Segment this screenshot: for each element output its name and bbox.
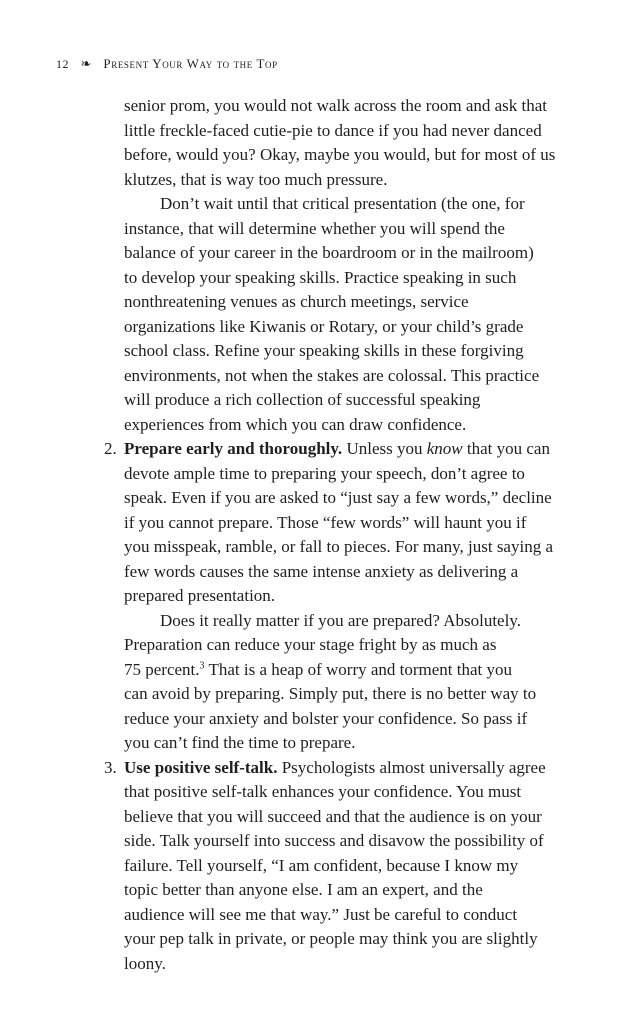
text-line: balance of your career in the boardroom or in the mailroom)	[124, 243, 534, 262]
text-line: will produce a rich collection of successful speaking	[124, 390, 481, 409]
text-line: side. Talk yourself into success and disavow the possibility of	[124, 831, 544, 850]
text-line: if you cannot prepare. Those “few words” will haunt you if	[124, 512, 527, 532]
text-line: reduce your anxiety and bolster your confidence. So pass if	[124, 708, 528, 728]
running-header	[56, 56, 278, 72]
list-item-first-line	[124, 756, 546, 781]
text-line: you misspeak, ramble, or fall to pieces. For many, just saying a	[124, 537, 554, 556]
text-line: environments, not when the stakes are colossal. This practice	[124, 365, 540, 385]
text-line: nonthreatening venues as church meetings, service	[124, 292, 469, 311]
text-line: few words causes the same intense anxiety as delivering a	[124, 561, 519, 581]
text-line: klutzes, that is way too much pressure.	[124, 169, 388, 189]
text-line: to develop your speaking skills. Practice speaking in such	[124, 267, 517, 287]
text-span: that you can	[462, 439, 550, 458]
text-line: little freckle-faced cutie-pie to dance if you had never danced	[124, 120, 542, 140]
book-title: Present Your Way to the Top	[103, 56, 278, 71]
list-item-heading: Use positive self-talk.	[124, 757, 278, 777]
text-line: before, would you? Okay, maybe you would, but for most of us	[124, 145, 556, 164]
page-number: 12	[56, 57, 69, 71]
text-line: Don’t wait until that critical presentation (the one, for	[160, 194, 525, 213]
text-line: loony.	[124, 953, 166, 973]
text-line: that positive self-talk enhances your confidence. You must	[124, 782, 522, 801]
text-span: Unless you	[342, 439, 427, 458]
text-span: 75 percent.	[124, 659, 200, 679]
list-item-heading: Prepare early and thoroughly.	[124, 439, 343, 458]
text-line	[124, 658, 512, 683]
text-line: topic better than anyone else. I am an expert, and the	[124, 880, 483, 899]
list-number: 3.	[104, 757, 117, 777]
text-span: Psychologists almost universally agree	[277, 757, 546, 777]
text-line: devote ample time to preparing your speech, don’t agree to	[124, 463, 525, 483]
list-item-first-line	[124, 437, 550, 462]
footnote-ref: 3	[199, 659, 205, 671]
text-line: failure. Tell yourself, “I am confident, because I know my	[124, 855, 519, 875]
text-line: instance, that will determine whether you will spend the	[124, 218, 505, 238]
text-line: prepared presentation.	[124, 586, 276, 605]
text-line: experiences from which you can draw confidence.	[124, 414, 467, 434]
text-line: your pep talk in private, or people may think you are slightly	[124, 929, 538, 948]
emphasis: know	[426, 439, 463, 458]
text-line: Does it really matter if you are prepared? Absolutely.	[160, 610, 521, 630]
text-line: organizations like Kiwanis or Rotary, or your child’s grade	[124, 316, 524, 336]
text-line: Preparation can reduce your stage fright by as much as	[124, 635, 497, 654]
text-line: speak. Even if you are asked to “just say a few words,” decline	[124, 488, 552, 507]
text-line: school class. Refine your speaking skills in these forgiving	[124, 341, 524, 360]
text-line: you can’t find the time to prepare.	[124, 733, 356, 752]
text-line: can avoid by preparing. Simply put, there is no better way to	[124, 684, 537, 703]
fleuron-icon: ❧	[80, 56, 92, 71]
list-number: 2.	[104, 439, 117, 458]
text-line: senior prom, you would not walk across the room and ask that	[124, 96, 548, 115]
text-line: audience will see me that way.” Just be careful to conduct	[124, 904, 518, 924]
text-line: believe that you will succeed and that the audience is on your	[124, 806, 542, 826]
text-span: That is a heap of worry and torment that you	[204, 659, 513, 679]
